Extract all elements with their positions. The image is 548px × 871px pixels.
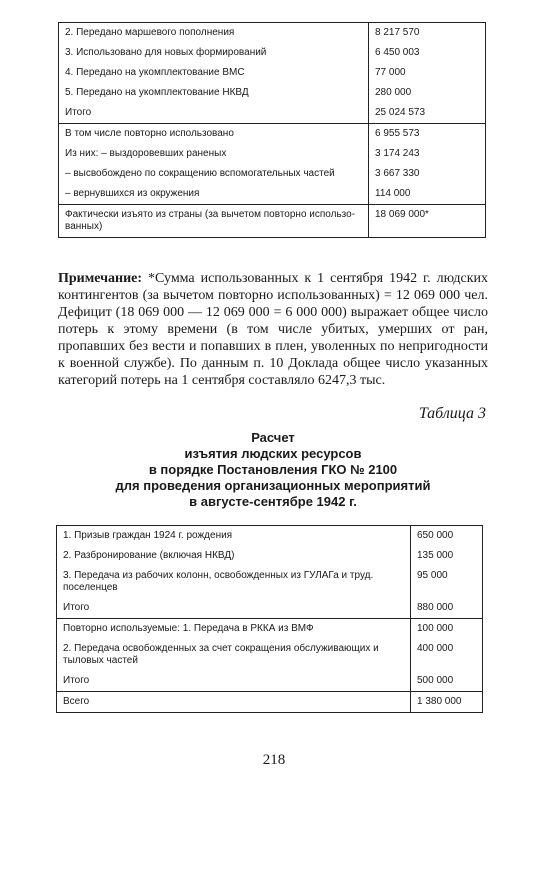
row-label: 1. Призыв граждан 1924 г. рождения: [57, 526, 411, 547]
row-label: 2. Разбронирование (включая НКВД): [57, 546, 411, 566]
row-label: Итого: [57, 598, 411, 619]
table-row: [59, 63, 486, 83]
title-line: для проведения организационных мероприятий: [115, 478, 431, 493]
table-row: [57, 619, 483, 640]
row-value: 6 955 573: [369, 124, 486, 145]
row-value: 280 000: [369, 83, 486, 103]
row-value: 500 000: [411, 671, 483, 692]
note-label: Примечание:: [58, 271, 143, 286]
row-label: 5. Передано на укомплектование НКВД: [59, 83, 369, 103]
table-number-label: Таблица 3: [418, 405, 486, 422]
row-value: 3 174 243: [369, 144, 486, 164]
row-value: 25 024 573: [369, 103, 486, 124]
table-row: [57, 639, 483, 671]
table-row: [59, 164, 486, 184]
row-value: 8 217 570: [369, 23, 486, 44]
row-value: 100 000: [411, 619, 483, 640]
resources-table: [56, 525, 483, 713]
table-title: [58, 430, 488, 510]
row-value: 880 000: [411, 598, 483, 619]
row-label: 4. Передано на укомплектование ВМС: [59, 63, 369, 83]
table-row: [57, 598, 483, 619]
title-line: в порядке Постановления ГКО № 2100: [148, 462, 398, 477]
table-row: [59, 83, 486, 103]
row-value: 650 000: [411, 526, 483, 547]
row-value: 3 667 330: [369, 164, 486, 184]
table-row: [57, 566, 483, 598]
table-row: [57, 546, 483, 566]
title-line: в августе-сентябре 1942 г.: [189, 494, 357, 509]
row-label: 3. Передача из рабочих колонн, освобожденных из ГУЛАГа и труд. поселенцев: [57, 566, 411, 598]
row-label: 2. Передача освобожденных за счет сокращения обслуживающих и тыловых частей: [57, 639, 411, 671]
row-value: 400 000: [411, 639, 483, 671]
row-label: В том числе повторно использовано: [59, 124, 369, 145]
row-label: – высвобождено по сокращению вспомогательных частей: [59, 164, 369, 184]
row-label: Повторно используемые: 1. Передача в РККА из ВМФ: [57, 619, 411, 640]
table-row: [59, 43, 486, 63]
table-row: [59, 23, 486, 44]
table-row: [59, 205, 486, 238]
table-row: [57, 692, 483, 713]
row-value: 114 000: [369, 184, 486, 205]
row-label: 3. Использовано для новых формирований: [59, 43, 369, 63]
table-row: [59, 103, 486, 124]
row-value: 77 000: [369, 63, 486, 83]
row-label: 2. Передано маршевого пополнения: [59, 23, 369, 44]
row-label: Всего: [57, 692, 411, 713]
table-row: [57, 671, 483, 692]
losses-table: [58, 22, 486, 238]
table-row: [57, 526, 483, 547]
row-value: 6 450 003: [369, 43, 486, 63]
note-text: *Сумма использованных к 1 сентября 1942 г. людских контингентов (за вычетом повторно использованных) = 12 069 000 чел. Дефицит (18 069 000 — 12 069 000 = 6 000 000) выражает общее число потерь к этому времени (в том числе убитых, умерших от ран, пропавших без вести и попавших в плен, уволенных по непригодности к военной службе). По данным п. 10 Доклада общее число указанных категорий потерь на 1 сентября составляло 6247,3 тыс.: [58, 271, 488, 388]
row-value: 1 380 000: [411, 692, 483, 713]
note-paragraph: [58, 270, 488, 389]
row-label: Из них: – выздоровевших раненых: [59, 144, 369, 164]
page-number: 218: [262, 752, 286, 768]
table-row: [59, 144, 486, 164]
row-label: Итого: [57, 671, 411, 692]
row-value: 95 000: [411, 566, 483, 598]
row-label: Фактически изъято из страны (за вычетом повторно использо-ванных): [59, 205, 369, 238]
title-line: изъятия людских ресурсов: [184, 446, 362, 461]
row-value: 18 069 000*: [369, 205, 486, 238]
table-row: [59, 184, 486, 205]
title-line: Расчет: [251, 430, 295, 445]
row-value: 135 000: [411, 546, 483, 566]
row-label: Итого: [59, 103, 369, 124]
table-row: [59, 124, 486, 145]
row-label: – вернувшихся из окружения: [59, 184, 369, 205]
